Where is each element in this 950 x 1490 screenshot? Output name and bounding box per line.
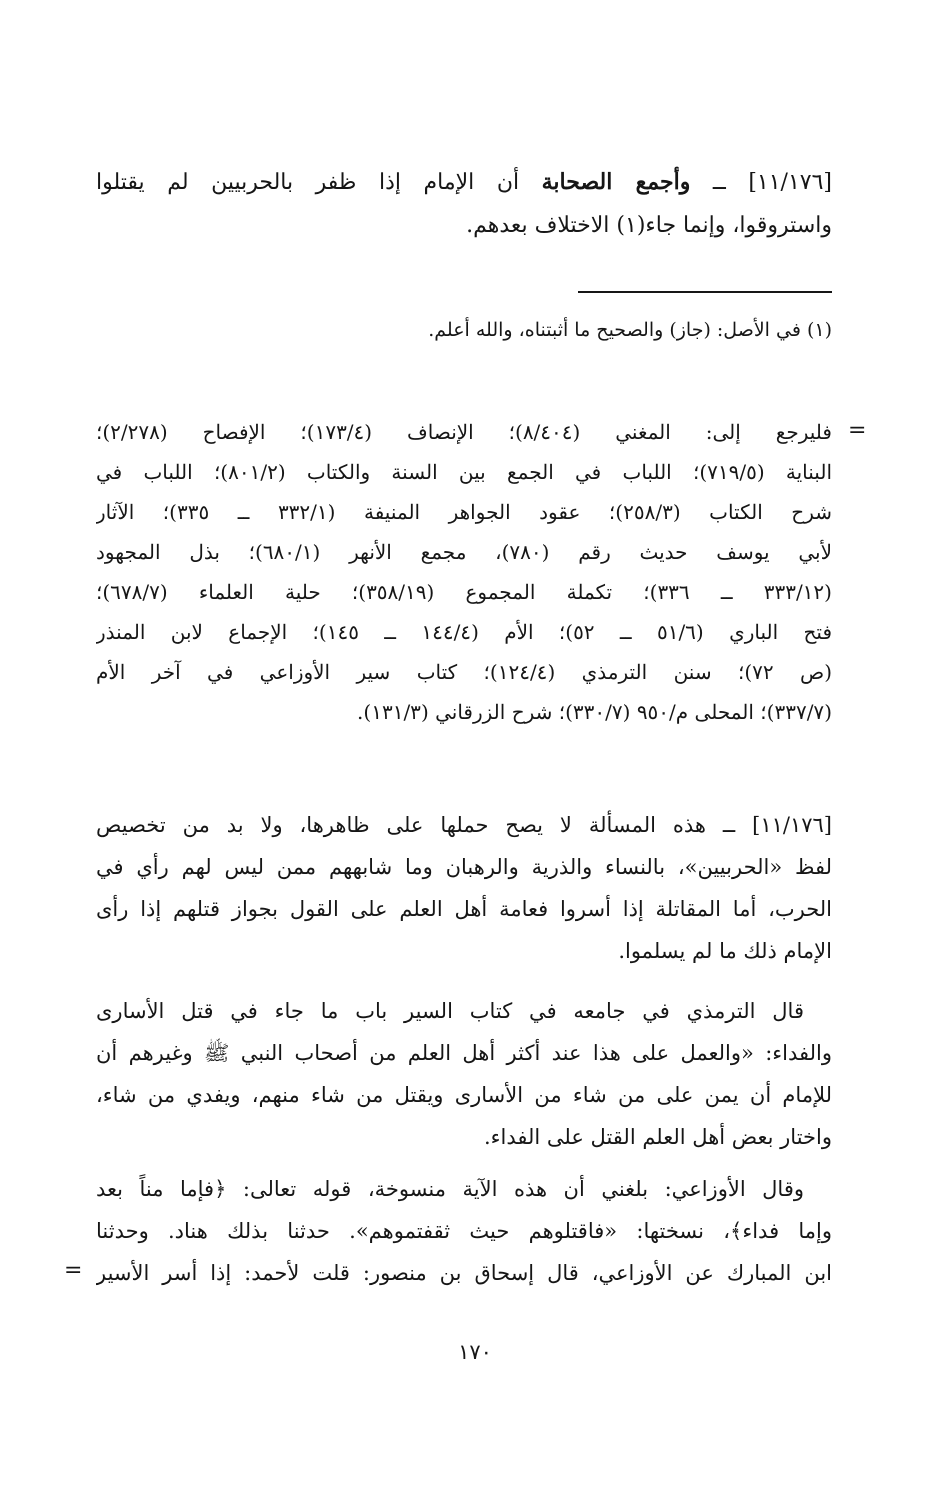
reference-line: البناية (٧١٩/٥)؛ اللباب في الجمع بين السنة والكتاب (٨٠١/٢)؛ اللباب في — [96, 460, 832, 484]
footnote-text: (١) في الأصل: (جاز) والصحيح ما أثبتناه، والله أعلم. — [428, 319, 832, 341]
reference-line: فتح الباري (٥١/٦ ــ ٥٢)؛ الأم (١٤٤/٤ ــ ١٤٥)؛ الإجماع لابن المنذر — [96, 620, 832, 644]
commentary-line: الحرب، أما المقاتلة إذا أسروا فعامة أهل العلم على القول بجواز قتلهم إذا رأى — [96, 897, 832, 921]
commentary-line: قال الترمذي في جامعه في كتاب السير باب ما جاء في قتل الأسارى — [96, 999, 804, 1023]
commentary-line: لفظ «الحربيين»، بالنساء والذرية والرهبان وما شابههم ممن ليس لهم رأي في — [96, 855, 832, 879]
commentary-line: [١١/١٧٦] ــ هذه المسألة لا يصح حملها على ظاهرها، ولا بد من تخصيص — [96, 813, 832, 837]
commentary-paragraph-3 — [96, 1168, 832, 1294]
main-entry-line-1 — [96, 160, 832, 204]
footnote — [96, 312, 832, 348]
commentary-line: وإما فداء﴾، نسختها: «فاقتلوهم حيث ثقفتموهم». حدثنا بذلك هناد. وحدثنا — [96, 1219, 832, 1243]
commentary-line: للإمام أن يمن على من شاء من الأسارى ويقتل من شاء منهم، ويفدي من شاء، — [96, 1083, 832, 1107]
page-number: ١٧٠ — [458, 1340, 492, 1364]
main-entry-line-2: واستروقوا، وإنما جاء(١) الاختلاف بعدهم. — [466, 213, 832, 238]
reference-line: لأبي يوسف حديث رقم (٧٨٠)، مجمع الأنهر (٦٨٠/١)؛ بذل المجهود — [96, 540, 832, 564]
entry-line1-rest: أن الإمام إذا ظفر بالحربيين لم يقتلوا — [96, 170, 520, 195]
main-entry — [96, 160, 832, 248]
entry-dash: ــ — [712, 170, 726, 195]
commentary-line: الإمام ذلك ما لم يسلموا. — [618, 939, 832, 963]
commentary-line: واختار بعض أهل العلم القتل على الفداء. — [483, 1125, 832, 1149]
commentary-line: ابن المبارك عن الأوزاعي، قال إسحاق بن منصور: قلت لأحمد: إذا أسر الأسير — [96, 1261, 832, 1285]
entry-lead: وأجمع الصحابة — [541, 169, 691, 195]
reference-line: (٣٣٧/٧)؛ المحلى م/٩٥٠ (٣٣٠/٧)؛ شرح الزرقاني (١٣١/٣). — [357, 700, 832, 724]
footnote-divider — [578, 291, 832, 293]
reference-line: شرح الكتاب (٢٥٨/٣)؛ عقود الجواهر المنيفة (٣٣٢/١ ــ ٣٣٥)؛ الآثار — [96, 500, 832, 524]
continues-marker: = — [64, 1258, 83, 1283]
entry-ref: [١١/١٧٦] — [748, 170, 832, 195]
reference-line: فليرجع إلى: المغني (٨/٤٠٤)؛ الإنصاف (١٧٣/٤)؛ الإفصاح (٢/٢٧٨)؛ — [96, 420, 832, 444]
continuation-marker: = — [848, 418, 867, 443]
commentary-paragraph-2 — [96, 990, 832, 1158]
reference-line: (ص ٧٢)؛ سنن الترمذي (١٢٤/٤)؛ كتاب سير الأوزاعي في آخر الأم — [96, 660, 832, 684]
commentary-line: وقال الأوزاعي: بلغني أن هذه الآية منسوخة، قوله تعالى: ﴿فإما مناً بعد — [96, 1177, 804, 1201]
reference-line: (٣٣٣/١٢ ــ ٣٣٦)؛ تكملة المجموع (٣٥٨/١٩)؛ حلية العلماء (٦٧٨/٧)؛ — [96, 580, 832, 604]
commentary-paragraph-1 — [96, 804, 832, 972]
references-continuation — [96, 412, 832, 732]
commentary-line: والفداء: «والعمل على هذا عند أكثر أهل العلم من أصحاب النبي ﷺ وغيرهم أن — [96, 1041, 832, 1065]
